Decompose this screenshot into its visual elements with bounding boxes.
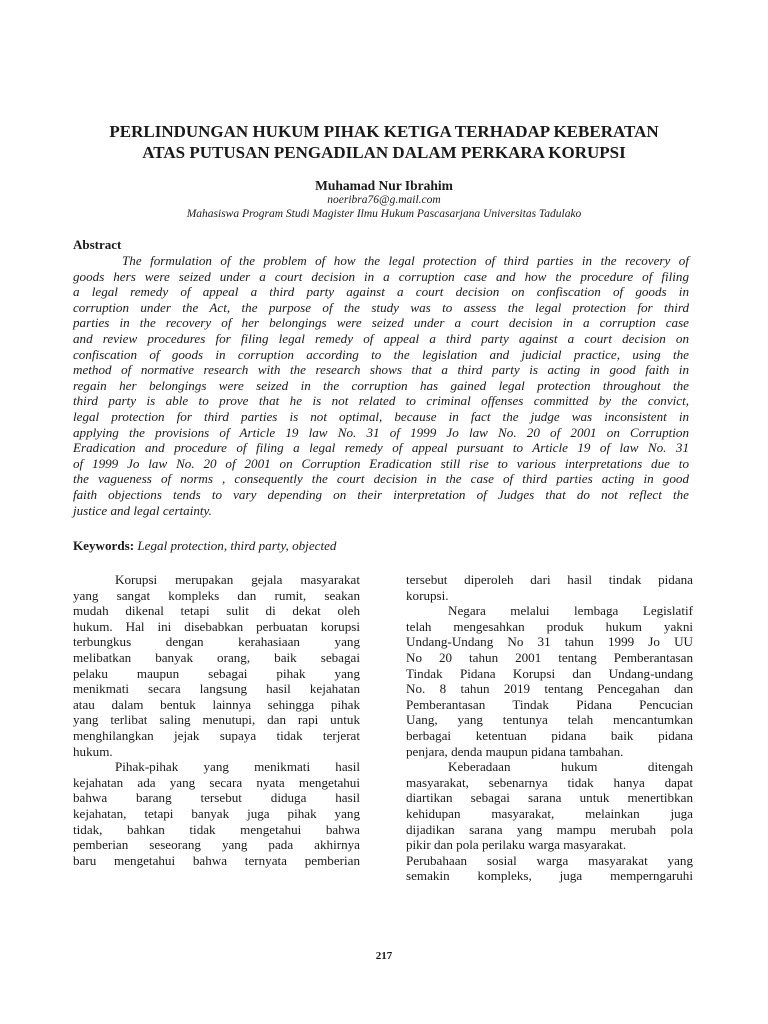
- body-line: berbagai ketentuan pidana baik pidana: [406, 727, 693, 743]
- body-line: pemberian seseorang yang pada akhirnya: [73, 837, 360, 853]
- body-line: masyarakat, sebenarnya tidak hanya dapat: [406, 774, 693, 790]
- body-line: tersebut diperoleh dari hasil tindak pidana: [406, 572, 693, 587]
- abstract-line: applying the provisions of Article 19 law No. 31 of 1999 Jo law No. 20 of 2001 on Corruption: [73, 424, 689, 440]
- body-line: yang terlibat saling menutupi, dan rapi untuk: [73, 712, 360, 728]
- body-line: No. 8 tahun 2019 tentang Pencegahan dan: [406, 681, 693, 697]
- abstract-line: third party is able to prove that he is not related to criminal offenses committed by the convict,: [73, 393, 689, 409]
- body-right-column: [406, 572, 693, 884]
- abstract-body: [73, 253, 689, 518]
- body-line: menghilangkan jejak supaya tidak terjerat: [73, 727, 360, 743]
- body-line: dijadikan sarana yang mampu merubah pola: [406, 821, 693, 837]
- keywords-text: Legal protection, third party, objected: [137, 538, 337, 553]
- body-line: Uang, yang tentunya telah mencantumkan: [406, 712, 693, 728]
- abstract-line: regain her belongings were seized in the corruption has gained legal protection throughout the: [73, 377, 689, 393]
- body-line: telah mengesahkan produk hukum yakni: [406, 618, 693, 634]
- body-line: kejahatan ada yang secara nyata mengetahui: [73, 774, 360, 790]
- body-line: menikmati secara langsung hasil kejahatan: [73, 681, 360, 697]
- keywords: [73, 538, 336, 554]
- body-line: bahwa barang tersebut diduga hasil: [73, 790, 360, 806]
- abstract-line: of 1999 Jo law No. 20 of 2001 on Corruption Eradication still rise to various interpretations due to: [73, 455, 689, 471]
- body-line: Korupsi merupakan gejala masyarakat: [115, 572, 360, 587]
- body-line: pelaku maupun sebagai pihak yang: [73, 665, 360, 681]
- abstract-heading: Abstract: [73, 237, 122, 252]
- body-line: Perubahaan sosial warga masyarakat yang: [406, 852, 693, 868]
- body-line: penjara, denda maupun pidana tambahan.: [406, 743, 624, 759]
- body-line: melibatkan banyak orang, baik sebagai: [73, 649, 360, 665]
- abstract-line: justice and legal certainty.: [73, 502, 212, 518]
- paper-title: [60, 121, 708, 163]
- body-line: kejahatan, tetapi banyak juga pihak yang: [73, 805, 360, 821]
- abstract-line: The formulation of the problem of how the legal protection of third parties in the recovery of: [122, 253, 689, 268]
- body-line: terbungkus dengan kerahasiaan yang: [73, 634, 360, 650]
- body-left-column: [73, 572, 360, 868]
- body-line: semakin kompleks, juga memperngaruhi: [406, 868, 693, 884]
- title-line-2: ATAS PUTUSAN PENGADILAN DALAM PERKARA KORUPSI: [142, 143, 626, 162]
- body-line: Undang-Undang No 31 tahun 1999 Jo UU: [406, 634, 693, 650]
- author-name: Muhamad Nur Ibrahim: [315, 178, 453, 193]
- body-line: Keberadaan hukum ditengah: [448, 759, 693, 775]
- body-line: Pihak-pihak yang menikmati hasil: [115, 759, 360, 775]
- body-line: Negara melalui lembaga Legislatif: [448, 603, 693, 619]
- abstract-line: faith objections tends to vary depending on their interpretation of Judges that do not reflect the: [73, 486, 689, 502]
- body-line: baru mengetahui bahwa ternyata pemberian: [73, 852, 360, 868]
- body-line: kehidupan masyarakat, melainkan juga: [406, 805, 693, 821]
- body-line: Tindak Pidana Korupsi dan Undang-undang: [406, 665, 693, 681]
- body-line: mudah dikenal tetapi sulit di dekat oleh: [73, 603, 360, 619]
- body-line: atau dalam bentuk lainnya sehingga pihak: [73, 696, 360, 712]
- abstract-line: parties in the recovery of her belongings were seized under a court decision in a corruption case: [73, 315, 689, 331]
- body-line: No 20 tahun 2001 tentang Pemberantasan: [406, 649, 693, 665]
- page-number: 217: [375, 950, 393, 962]
- abstract-line: Eradication and procedure of filing a legal remedy of appeal pursuant to Article 19 of law No. 31: [73, 440, 689, 456]
- body-line: yang sangat kompleks dan rumit, seakan: [73, 587, 360, 603]
- body-line: diartikan sebagai sarana untuk menertibkan: [406, 790, 693, 806]
- abstract-line: a legal remedy of appeal a third party against a court decision on confiscation of goods in: [73, 284, 689, 300]
- abstract-line: confiscation of goods in corruption according to the legislation and judicial practice, using the: [73, 346, 689, 362]
- body-line: Pemberantasan Tindak Pidana Pencucian: [406, 696, 693, 712]
- body-line: hukum. Hal ini disebabkan perbuatan korupsi: [73, 618, 360, 634]
- author-affiliation: Mahasiswa Program Studi Magister Ilmu Hukum Pascasarjana Universitas Tadulako: [186, 208, 582, 220]
- body-line: tidak, bahkan tidak mengetahui bahwa: [73, 821, 360, 837]
- abstract-line: goods hers were seized under a court decision in a corruption case and how the procedure of filing: [73, 268, 689, 284]
- author-email: noeribra76@g.mail.com: [327, 194, 441, 206]
- abstract-line: method of normative research with the research shows that a third party is acting in good faith in: [73, 362, 689, 378]
- body-line: pikir dan pola perilaku warga masyarakat.: [406, 837, 627, 853]
- abstract-line: legal protection for third parties is not optimal, because in fact the judge was inconsistent in: [73, 408, 689, 424]
- abstract-line: the vagueness of norms , consequently the court decision in the case of third parties acting in good: [73, 471, 689, 487]
- keywords-label: Keywords:: [73, 538, 135, 553]
- body-line: hukum.: [73, 743, 113, 759]
- abstract-line: and review procedures for filing legal remedy of appeal a third party against a court decision on: [73, 330, 689, 346]
- body-line: korupsi.: [406, 587, 449, 603]
- title-line-1: PERLINDUNGAN HUKUM PIHAK KETIGA TERHADAP KEBERATAN: [109, 122, 659, 141]
- abstract-line: corruption under the Act, the purpose of the study was to assess the legal protection for third: [73, 299, 689, 315]
